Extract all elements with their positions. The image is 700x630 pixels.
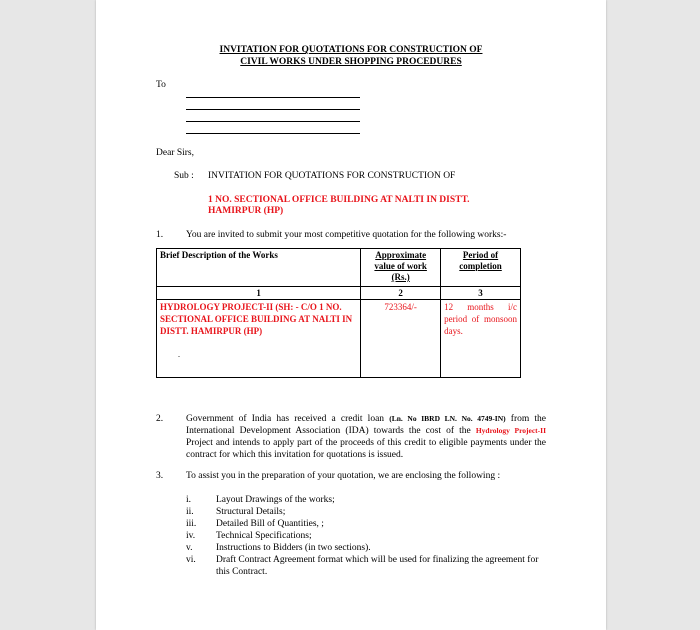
- para-3-text: To assist you in the preparation of your quotation, we are enclosing the following :: [186, 471, 501, 481]
- subject-work-line-2: HAMIRPUR (HP): [208, 206, 284, 216]
- works-table-header-description: Brief Description of the Works: [157, 249, 361, 287]
- para-2-number: 2.: [156, 414, 164, 424]
- document-page: [96, 0, 606, 630]
- li-num-4: iv.: [186, 531, 196, 541]
- works-table-col-2-number: 2: [361, 287, 441, 300]
- subject-label: Sub :: [174, 171, 194, 181]
- para-1-text: You are invited to submit your most competitive quotation for the following works:-: [186, 230, 507, 240]
- subject-text: INVITATION FOR QUOTATIONS FOR CONSTRUCTION OF: [208, 171, 456, 181]
- works-value: 723364/-: [361, 300, 441, 378]
- loan-number: (Ln. No IBRD LN. No. 4749-IN): [389, 414, 506, 423]
- works-period: 12 months i/c period of monsoon days.: [441, 300, 521, 378]
- list-item: Layout Drawings of the works;: [216, 495, 335, 505]
- li-num-1: i.: [186, 495, 192, 505]
- list-item: Instructions to Bidders (in two sections).: [216, 543, 371, 553]
- salutation: Dear Sirs,: [156, 148, 194, 158]
- to-label: To: [156, 80, 166, 90]
- li-num-3: iii.: [186, 519, 197, 529]
- document-title-line-2: CIVIL WORKS UNDER SHOPPING PROCEDURES: [240, 57, 462, 67]
- li-num-6: vi.: [186, 555, 196, 565]
- para-1-number: 1.: [156, 230, 164, 240]
- list-item: Structural Details;: [216, 507, 286, 517]
- address-line-1: [186, 97, 360, 98]
- li-num-5: v.: [186, 543, 193, 553]
- address-line-3: [186, 121, 360, 122]
- stray-dot: .: [178, 350, 180, 359]
- works-table-col-1-number: 1: [157, 287, 361, 300]
- works-description: HYDROLOGY PROJECT-II (SH: - C/O 1 NO. SECTIONAL OFFICE BUILDING AT NALTI IN DISTT. HAMIRPUR (HP): [160, 302, 353, 336]
- address-line-4: [186, 133, 360, 134]
- table-row: [157, 300, 521, 378]
- list-item: Draft Contract Agreement format which will be used for finalizing the agreement for this Contract.: [216, 555, 539, 577]
- document-title-line-1: INVITATION FOR QUOTATIONS FOR CONSTRUCTION OF: [219, 45, 483, 55]
- para-3-number: 3.: [156, 471, 164, 481]
- works-table: [156, 248, 521, 378]
- works-table-header-period: Period of completion: [441, 249, 521, 287]
- list-item: Detailed Bill of Quantities, ;: [216, 519, 324, 529]
- works-table-col-3-number: 3: [441, 287, 521, 300]
- works-table-header-value: Approximate value of work (Rs.): [361, 249, 441, 287]
- address-line-2: [186, 109, 360, 110]
- subject-work-line-1: 1 NO. SECTIONAL OFFICE BUILDING AT NALTI IN DISTT.: [208, 195, 470, 205]
- li-num-2: ii.: [186, 507, 194, 517]
- list-item: Technical Specifications;: [216, 531, 312, 541]
- project-name: Hydrology Project-II: [475, 426, 547, 435]
- para-2-text: Government of India has received a credit loan (Ln. No IBRD LN. No. 4749-IN) from the International Development Association (IDA) towards the cost of the Hydrology Project-II Project and intends to apply part of the proceeds of this credit to eligible payments under the contract for which this invitation for quotations is issued.: [186, 414, 547, 460]
